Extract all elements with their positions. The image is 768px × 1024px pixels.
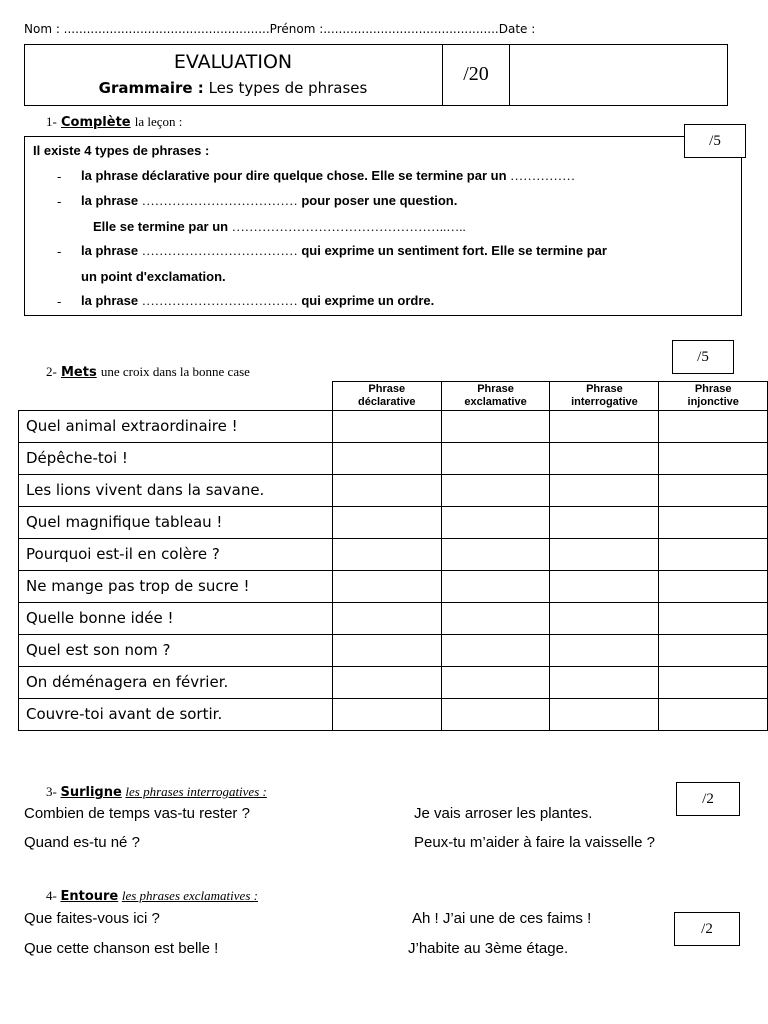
checkbox-cell[interactable] [441, 699, 550, 731]
bullet-dash: - [57, 169, 62, 184]
sentence-cell: Ne mange pas trop de sucre ! [19, 571, 333, 603]
page-subtitle [25, 79, 441, 97]
instruction-keyword: Entoure [60, 889, 119, 904]
table-row [19, 603, 768, 635]
blank-field[interactable]: ……………………………… [141, 293, 298, 308]
instruction-text: une croix dans la bonne case [100, 364, 250, 379]
checkbox-cell[interactable] [332, 475, 441, 507]
checkbox-cell[interactable] [659, 603, 768, 635]
checkbox-cell[interactable] [441, 603, 550, 635]
section-2-score: /5 [672, 340, 734, 374]
student-info-line [24, 22, 535, 36]
subject-topic: Les types de phrases [208, 79, 368, 97]
table-corner [19, 382, 333, 411]
checkbox-cell[interactable] [332, 539, 441, 571]
bullet-dash: - [57, 244, 62, 259]
sentence-cell: Quel magnifique tableau ! [19, 507, 333, 539]
section-number: 3- [46, 784, 57, 799]
lesson-line-5: un point d'exclamation. [81, 269, 226, 284]
section-4-score: /2 [674, 912, 740, 946]
table-row [19, 635, 768, 667]
lesson-line-3: Elle se termine par un …………………………………………..….. [93, 219, 466, 234]
section-3-score: /2 [676, 782, 740, 816]
blank-field[interactable]: …………… [510, 168, 576, 183]
checkbox-cell[interactable] [550, 475, 659, 507]
instruction-text: les phrases exclamatives : [121, 888, 258, 903]
table-row [19, 667, 768, 699]
sentence-item[interactable]: J’habite au 3ème étage. [408, 940, 569, 957]
checkbox-cell[interactable] [550, 571, 659, 603]
section-number: 1- [46, 114, 57, 129]
lesson-line-2: la phrase ……………………………… pour poser une question. [81, 193, 458, 208]
sentence-cell: Dépêche-toi ! [19, 443, 333, 475]
checkbox-cell[interactable] [441, 635, 550, 667]
sentence-item[interactable]: Ah ! J’ai une de ces faims ! [412, 910, 592, 927]
checkbox-cell[interactable] [659, 667, 768, 699]
blank-field[interactable]: ……………………………… [141, 243, 298, 258]
checkbox-cell[interactable] [659, 539, 768, 571]
lesson-line-4: la phrase ……………………………… qui exprime un sentiment fort. Elle se termine par [81, 243, 607, 258]
lesson-box [24, 136, 742, 316]
instruction-keyword: Surligne [60, 785, 122, 800]
sentence-item[interactable]: Que cette chanson est belle ! [24, 940, 219, 957]
checkbox-cell[interactable] [332, 667, 441, 699]
instruction-text: la leçon : [134, 114, 183, 129]
sentence-cell: Quelle bonne idée ! [19, 603, 333, 635]
checkbox-cell[interactable] [441, 571, 550, 603]
col-interrogative: Phrase interrogative [550, 382, 659, 411]
checkbox-cell[interactable] [332, 443, 441, 475]
table-row [19, 699, 768, 731]
checkbox-cell[interactable] [550, 635, 659, 667]
subject-label: Grammaire : [98, 79, 204, 97]
title-box [24, 44, 728, 106]
section-4-title [46, 888, 258, 904]
section-2-title [46, 364, 250, 380]
total-score: /20 [463, 63, 489, 85]
instruction-text: les phrases interrogatives : [125, 784, 267, 799]
checkbox-cell[interactable] [550, 667, 659, 699]
sentence-cell: Quel est son nom ? [19, 635, 333, 667]
checkbox-cell[interactable] [441, 443, 550, 475]
blank-field[interactable]: …………………………………………..….. [231, 219, 466, 234]
table-row [19, 507, 768, 539]
instruction-keyword: Complète [60, 115, 131, 130]
col-injonctive: Phrase injonctive [659, 382, 768, 411]
bullet-dash: - [57, 294, 62, 309]
checkbox-cell[interactable] [659, 699, 768, 731]
sentence-item[interactable]: Quand es-tu né ? [24, 834, 140, 851]
checkbox-cell[interactable] [550, 507, 659, 539]
checkbox-cell[interactable] [441, 475, 550, 507]
table-row [19, 443, 768, 475]
lesson-line-1: la phrase déclarative pour dire quelque chose. Elle se termine par un …………… [81, 168, 576, 183]
sentence-cell: On déménagera en février. [19, 667, 333, 699]
bullet-dash: - [57, 194, 62, 209]
sentence-cell: Couvre-toi avant de sortir. [19, 699, 333, 731]
table-row [19, 571, 768, 603]
checkbox-cell[interactable] [332, 411, 441, 443]
checkbox-cell[interactable] [441, 411, 550, 443]
checkbox-cell[interactable] [441, 539, 550, 571]
checkbox-cell[interactable] [441, 507, 550, 539]
checkbox-cell[interactable] [550, 411, 659, 443]
col-exclamative: Phrase exclamative [441, 382, 550, 411]
checkbox-cell[interactable] [332, 699, 441, 731]
table-header-row [19, 382, 768, 411]
sentence-item[interactable]: Combien de temps vas-tu rester ? [24, 805, 250, 822]
checkbox-cell[interactable] [441, 667, 550, 699]
checkbox-cell[interactable] [332, 507, 441, 539]
sentence-item[interactable]: Que faites-vous ici ? [24, 910, 160, 927]
checkbox-cell[interactable] [659, 507, 768, 539]
section-1-title [46, 114, 182, 130]
checkbox-cell[interactable] [659, 635, 768, 667]
section-number: 4- [46, 888, 57, 903]
checkbox-cell[interactable] [550, 539, 659, 571]
section-3-title [46, 784, 267, 800]
section-number: 2- [46, 364, 57, 379]
table-row [19, 475, 768, 507]
sentence-cell: Les lions vivent dans la savane. [19, 475, 333, 507]
date-field[interactable]: Date : [498, 22, 536, 36]
checkbox-cell[interactable] [659, 443, 768, 475]
checkbox-cell[interactable] [550, 699, 659, 731]
checkbox-cell[interactable] [659, 475, 768, 507]
checkbox-cell[interactable] [332, 635, 441, 667]
table-row [19, 539, 768, 571]
checkbox-cell[interactable] [332, 571, 441, 603]
instruction-keyword: Mets [60, 365, 97, 380]
col-declarative: Phrase déclarative [332, 382, 441, 411]
lesson-intro: Il existe 4 types de phrases : [33, 143, 210, 158]
table-row [19, 411, 768, 443]
nom-field[interactable]: Nom : ...................................................... [24, 22, 270, 36]
checkbox-cell[interactable] [550, 603, 659, 635]
checkbox-cell[interactable] [659, 571, 768, 603]
sentence-types-table [18, 381, 768, 731]
checkbox-cell[interactable] [332, 603, 441, 635]
sentence-cell: Pourquoi est-il en colère ? [19, 539, 333, 571]
section-1-score: /5 [684, 124, 746, 158]
blank-field[interactable]: ……………………………… [141, 193, 298, 208]
sentence-item[interactable]: Peux-tu m’aider à faire la vaisselle ? [414, 834, 655, 851]
checkbox-cell[interactable] [550, 443, 659, 475]
lesson-line-6: la phrase ……………………………… qui exprime un ordre. [81, 293, 435, 308]
page-title: EVALUATION [173, 51, 293, 73]
prenom-field[interactable]: Prénom :.............................................. [269, 22, 499, 36]
sentence-cell: Quel animal extraordinaire ! [19, 411, 333, 443]
checkbox-cell[interactable] [659, 411, 768, 443]
sentence-item[interactable]: Je vais arroser les plantes. [414, 805, 593, 822]
